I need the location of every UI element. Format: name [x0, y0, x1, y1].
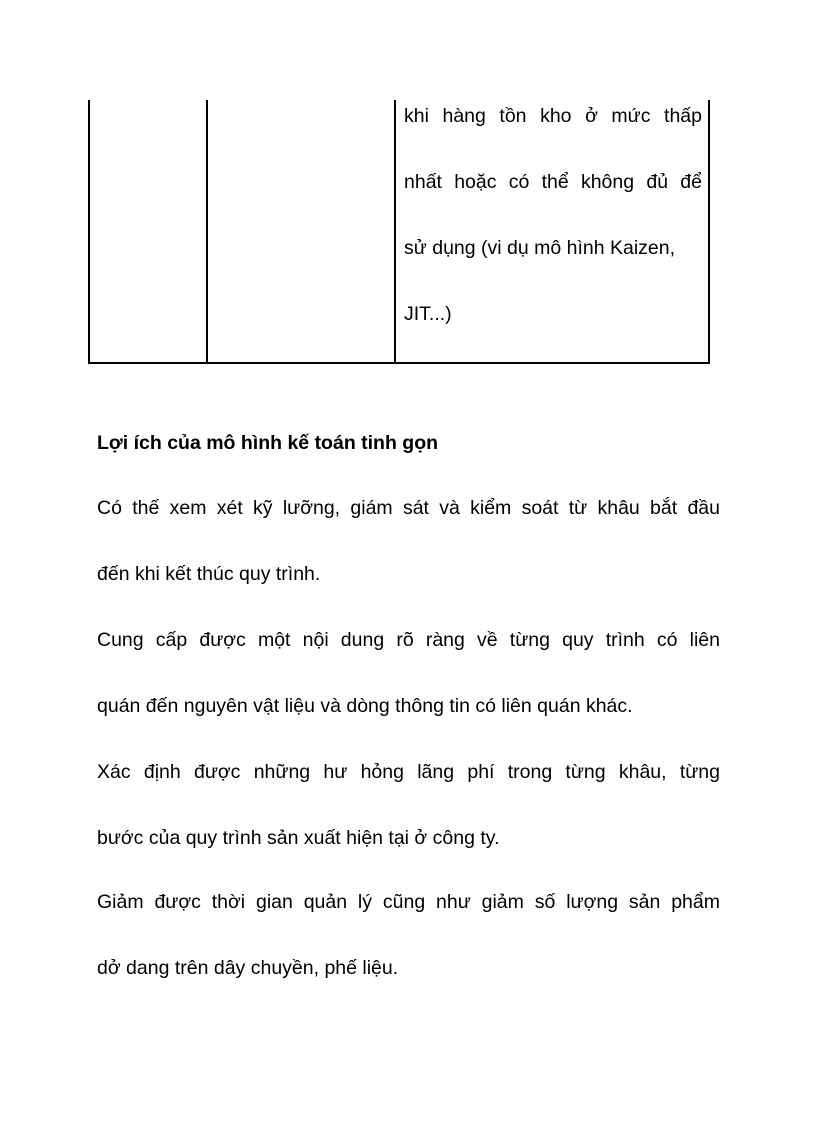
table-cell-line: JIT...) [404, 303, 452, 325]
table-cell-line: sử dụng (vi dụ mô hình Kaizen, [404, 237, 676, 259]
paragraph-line: bước của quy trình sản xuất hiện tại ở công ty. [97, 827, 500, 849]
paragraph-line: Xác định được những hư hỏng lãng phí trong từng khâu, từng [97, 761, 720, 783]
paragraph-line: Có thế xem xét kỹ lưỡng, giám sát và kiểm soát từ khâu bắt đầu [97, 497, 720, 519]
section-heading: Lợi ích của mô hình kế toán tinh gọn [97, 432, 439, 454]
table-border-bottom [88, 362, 710, 364]
paragraph-line: dở dang trên dây chuyền, phế liệu. [97, 957, 399, 979]
table-border-left [88, 100, 90, 364]
paragraph-line: Cung cấp được một nội dung rõ ràng về từng quy trình có liên [97, 629, 720, 651]
table-cell-line: khi hàng tồn kho ở mức thấp [404, 105, 702, 127]
paragraph-line: Giảm được thời gian quản lý cũng như giảm số lượng sản phẩm [97, 891, 720, 913]
paragraph-line: đến khi kết thúc quy trình. [97, 563, 321, 585]
table-column-divider-2 [394, 100, 396, 364]
table-fragment [88, 100, 710, 364]
paragraph-line: quán đến nguyên vật liệu và dòng thông tin có liên quán khác. [97, 695, 633, 717]
table-border-right [708, 100, 710, 364]
table-column-divider-1 [206, 100, 208, 364]
table-cell-line: nhất hoặc có thể không đủ để [404, 171, 702, 193]
